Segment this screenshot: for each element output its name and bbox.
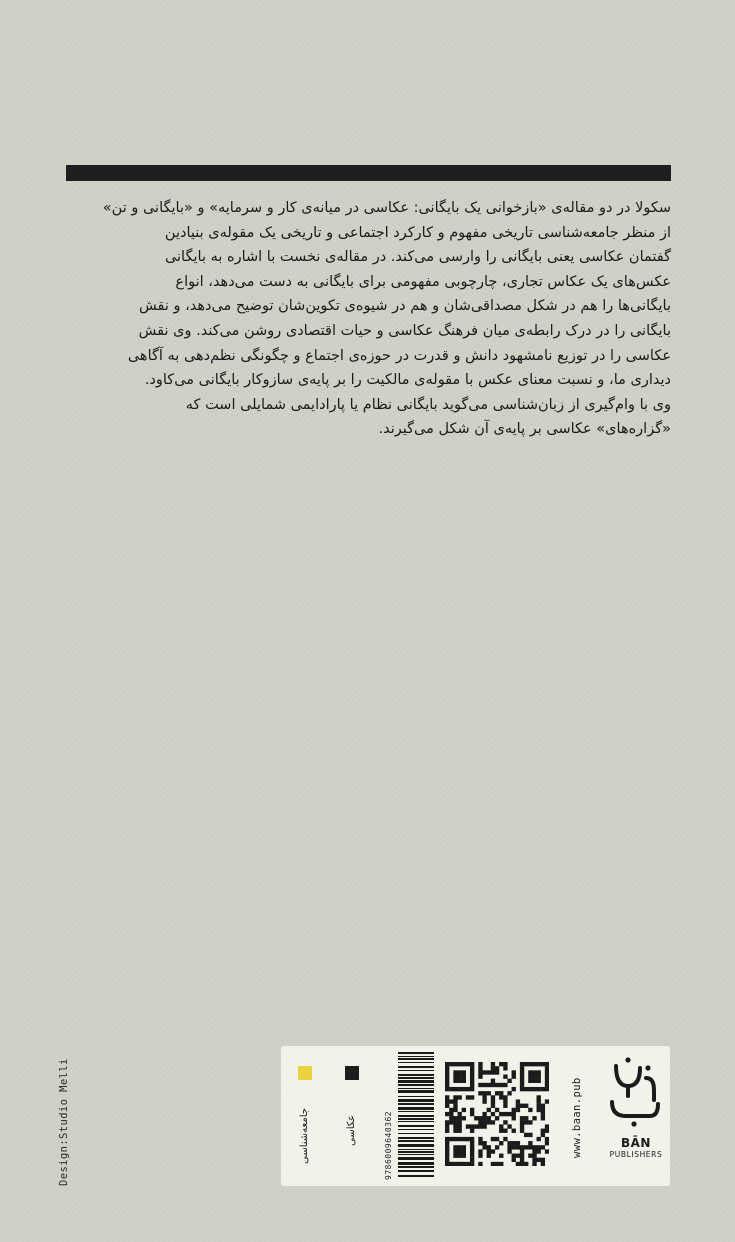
blurb-line: از منظر جامعه‌شناسی تاریخی مفهوم و کارکرد اجتماعی و تاریخی یک مقوله‌ی بنیادین (164, 224, 671, 241)
blurb-line: دیداری ما، و نسبت معنای عکس با مقوله‌ی مالکیت را بر پایه‌ی سازوکار بایگانی می‌کاود. (144, 372, 671, 389)
publisher-name: BĀN (621, 1136, 651, 1150)
isbn-number: 9786009640362 (384, 1110, 393, 1180)
blurb-line: بایگانی را در درک رابطه‌ی میان فرهنگ عکاسی و حیات اقتصادی روشن می‌کند. وی نقش (138, 322, 671, 339)
publisher-logo-icon (606, 1056, 664, 1130)
publisher-url: www.baan.pub (571, 1077, 583, 1158)
category-swatch-photography (345, 1066, 359, 1080)
publisher-sub: PUBLISHERS (609, 1150, 663, 1159)
qr-code (445, 1062, 549, 1166)
blurb-line: گفتمان عکاسی یعنی بایگانی را وارسی می‌کند. در مقاله‌ی نخست با اشاره به بایگانی (164, 249, 671, 266)
blurb-line: بایگانی‌ها را هم در شکل مصداقی‌شان و هم در شیوه‌ی تکوین‌شان توضیح می‌دهد، و نقش (139, 298, 671, 315)
design-credit: Design:Studio Melli (58, 1058, 70, 1186)
top-black-bar (66, 165, 671, 181)
category-swatch-sociology (298, 1066, 312, 1080)
blurb-line: عکاسی را در توزیع نامشهود دانش و قدرت در حوزه‌ی اجتماع و چگونگی نظم‌دهی به آگاهی (127, 347, 671, 364)
category-label-photography: عکاسی (346, 1114, 357, 1146)
info-panel (281, 1046, 670, 1186)
blurb-line: «گزاره‌های» عکاسی بر پایه‌ی آن شکل می‌گیرند. (378, 421, 671, 438)
isbn-barcode (398, 1052, 438, 1180)
blurb-line: عکس‌های یک عکاس تجاری، چارچوبی مفهومی برای بایگانی به دست می‌دهد، انواع (175, 273, 671, 290)
category-label-sociology: جامعه‌شناسی (299, 1108, 310, 1164)
blurb-line: وی با وام‌گیری از زبان‌شناسی می‌گوید بایگانی نظام یا پارادایمی شمایلی است که (185, 396, 671, 413)
back-cover-blurb (58, 196, 671, 442)
blurb-line: سکولا در دو مقاله‌ی «بازخوانی یک بایگانی: عکاسی در میانه‌ی کار و سرمایه» و «بایگانی و تن» (102, 200, 671, 216)
